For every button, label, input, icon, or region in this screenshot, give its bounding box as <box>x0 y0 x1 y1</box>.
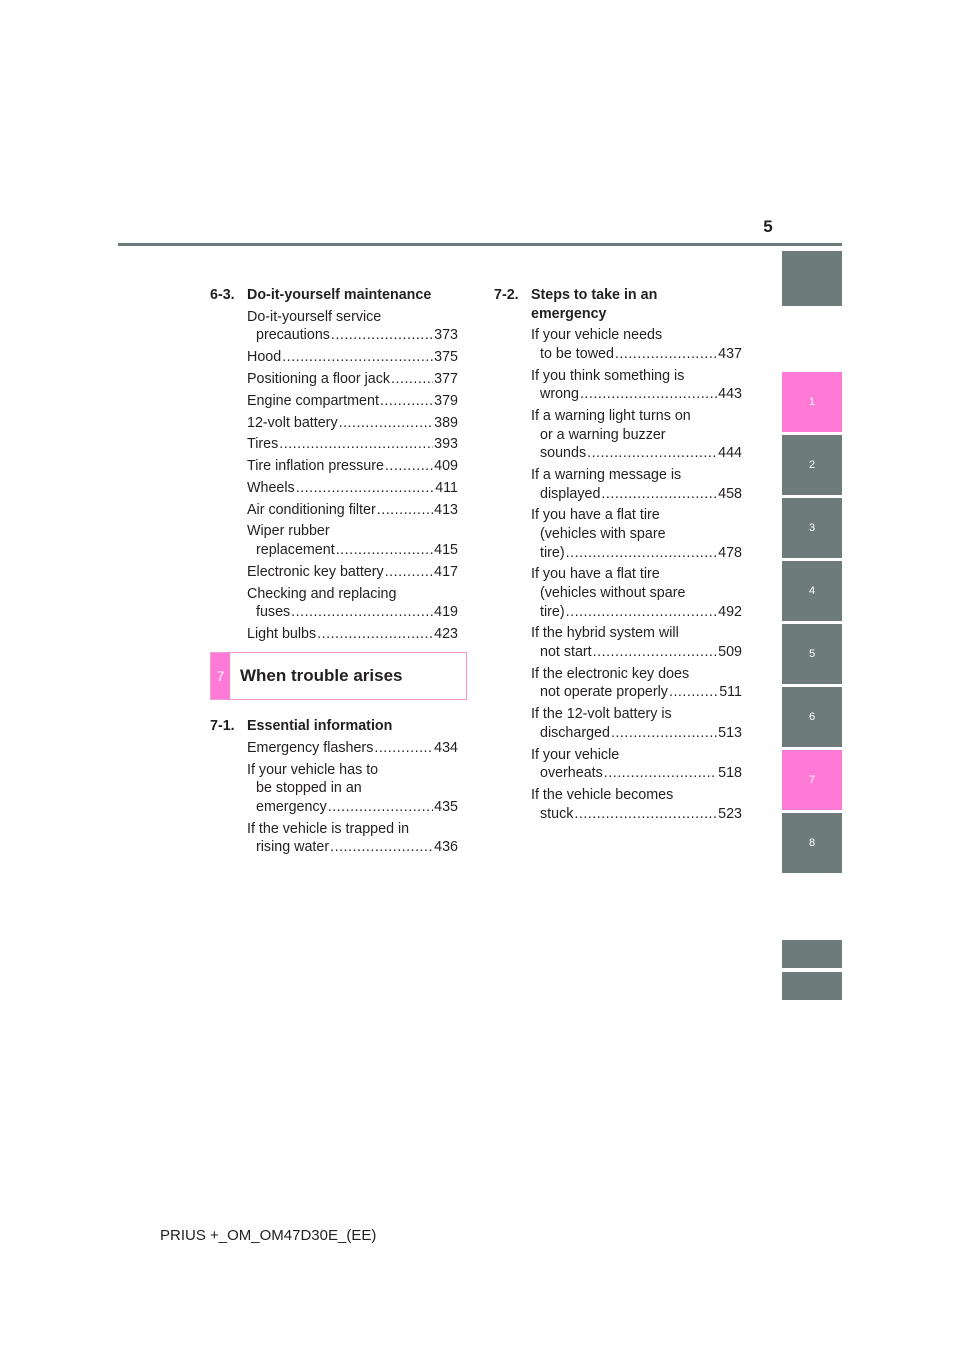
dot-leader <box>669 683 718 702</box>
entry-text: 12-volt battery <box>247 414 338 431</box>
entry-text: Air conditioning filter <box>247 501 376 518</box>
dot-leader <box>336 541 433 560</box>
toc-entries <box>494 326 742 823</box>
chapter-tab-label: 6 <box>808 711 816 723</box>
entry-page: 435 <box>434 798 458 815</box>
entry-text: (vehicles with spare <box>540 526 666 543</box>
dot-leader <box>574 805 717 824</box>
entry-text: replacement <box>256 542 335 558</box>
dot-leader <box>374 739 433 758</box>
toc-entry[interactable] <box>247 739 458 758</box>
entry-text: tire) <box>540 603 565 620</box>
toc-entries <box>210 308 458 644</box>
entry-text: sounds <box>540 445 587 462</box>
entry-text: (vehicles without spare <box>540 585 686 602</box>
page-number: 5 <box>763 217 773 236</box>
toc-entry[interactable] <box>531 705 742 742</box>
entry-text: If you think something is <box>531 367 685 384</box>
entry-text: tire) <box>540 544 565 561</box>
chapter-tab-label: 1 <box>808 396 816 408</box>
toc-entry[interactable] <box>531 665 742 702</box>
dot-leader <box>279 435 433 454</box>
entry-page: 523 <box>718 805 742 822</box>
entry-page: 419 <box>434 604 458 621</box>
entry-text: If the electronic key does <box>531 665 690 682</box>
dot-leader <box>391 370 433 389</box>
entry-text: emergency <box>256 798 327 815</box>
chapter-tab-label: 4 <box>808 585 816 597</box>
toc-entry[interactable] <box>247 370 458 389</box>
entry-text: precautions <box>256 327 330 344</box>
toc-entry[interactable] <box>247 392 458 411</box>
toc-entry[interactable] <box>247 414 458 433</box>
section-title-line: Steps to take in an <box>531 287 658 303</box>
dot-leader <box>296 479 435 498</box>
section-number: 7-2. <box>494 287 519 303</box>
section-title-line: emergency <box>531 305 607 322</box>
entry-text: If a warning message is <box>531 467 682 484</box>
chapter-tab-6[interactable] <box>782 687 842 747</box>
chapter-tab-label: 7 <box>808 774 816 786</box>
entry-page: 375 <box>434 349 458 366</box>
section-7-2 <box>494 286 742 823</box>
chapter-tab-contents[interactable] <box>782 251 842 306</box>
dot-leader <box>330 838 433 857</box>
entry-text: Tire inflation pressure <box>247 458 384 475</box>
toc-entry[interactable] <box>531 326 742 363</box>
chapter-tab-7[interactable] <box>782 750 842 810</box>
dot-leader <box>385 457 433 476</box>
entry-text: be stopped in an <box>256 780 362 797</box>
entry-text: fuses <box>256 604 291 621</box>
entry-page: 513 <box>718 724 742 741</box>
entry-text: If your vehicle has to <box>247 761 379 778</box>
dot-leader <box>380 392 433 411</box>
toc-entry[interactable] <box>247 501 458 520</box>
entry-page: 373 <box>434 327 458 344</box>
toc-entry[interactable] <box>531 624 742 661</box>
chapter-tab-label: 8 <box>808 837 816 849</box>
toc-entry[interactable] <box>247 563 458 582</box>
entry-text: to be towed <box>540 345 614 362</box>
entry-text: Wheels <box>247 479 295 496</box>
chapter-tabs <box>782 0 842 1358</box>
chapter-heading-box <box>210 652 467 700</box>
dot-leader <box>317 625 433 644</box>
entry-page: 423 <box>434 625 458 642</box>
entry-page: 379 <box>434 392 458 409</box>
entry-page: 511 <box>719 684 742 701</box>
entry-page: 509 <box>718 644 742 660</box>
dot-leader <box>587 444 717 463</box>
entry-page: 377 <box>434 370 458 387</box>
dot-leader <box>601 485 717 504</box>
toc-entry[interactable] <box>531 466 742 503</box>
entry-text: Electronic key battery <box>247 563 384 580</box>
section-number: 6-3. <box>210 287 235 303</box>
entry-page: 434 <box>434 739 458 756</box>
toc-entry[interactable] <box>531 786 742 823</box>
dot-leader <box>566 544 718 563</box>
section-title: Essential information <box>247 718 393 734</box>
entry-text: Emergency flashers <box>247 739 374 756</box>
entry-text: rising water <box>256 839 330 856</box>
toc-entry[interactable] <box>247 625 458 644</box>
entry-page: 389 <box>434 414 458 431</box>
toc-entry[interactable] <box>247 522 458 559</box>
entry-text: If the vehicle becomes <box>531 786 674 803</box>
chapter-tab-index-a[interactable] <box>782 940 842 968</box>
toc-entry[interactable] <box>247 479 458 498</box>
dot-leader <box>339 414 434 433</box>
chapter-tab-8[interactable] <box>782 813 842 873</box>
entry-text: If you have a flat tire <box>531 566 660 583</box>
toc-entry[interactable] <box>247 308 458 345</box>
entry-text: If the 12-volt battery is <box>531 706 672 723</box>
chapter-tab-2[interactable] <box>782 435 842 495</box>
entry-page: 437 <box>718 345 742 362</box>
toc-entry[interactable] <box>531 367 742 404</box>
entry-text: not operate properly <box>540 684 668 701</box>
dot-leader <box>328 798 433 817</box>
entry-text: Light bulbs <box>247 625 317 642</box>
entry-text: Positioning a floor jack <box>247 370 391 387</box>
toc-entry[interactable] <box>247 820 458 857</box>
chapter-number: 7 <box>211 653 230 699</box>
entry-page: 492 <box>718 603 742 620</box>
entry-page: 443 <box>718 386 742 403</box>
entry-page: 413 <box>434 501 458 518</box>
section-7-1 <box>210 717 458 857</box>
section-title <box>531 286 742 323</box>
toc-entry[interactable] <box>531 407 742 463</box>
entry-text: displayed <box>540 485 601 502</box>
entry-text: Engine compartment <box>247 392 379 409</box>
entry-page: 411 <box>435 479 458 496</box>
dot-leader <box>611 724 717 743</box>
toc-entry[interactable] <box>247 348 458 367</box>
chapter-tab-label: 2 <box>808 459 816 471</box>
toc-entry[interactable] <box>531 565 742 621</box>
section-6-3 <box>210 286 458 644</box>
dot-leader <box>604 764 717 783</box>
entry-text: stuck <box>540 805 574 822</box>
entry-text: Do-it-yourself service <box>247 308 382 325</box>
chapter-tab-3[interactable] <box>782 498 842 558</box>
entry-page: 436 <box>434 839 458 856</box>
dot-leader <box>282 348 433 367</box>
entry-page: 458 <box>718 485 742 502</box>
section-title: Do-it-yourself maintenance <box>247 287 432 303</box>
dot-leader <box>615 345 717 364</box>
entry-text: or a warning buzzer <box>540 426 666 443</box>
entry-text: If your vehicle <box>531 746 620 763</box>
dot-leader <box>331 326 433 345</box>
dot-leader <box>593 643 717 662</box>
entry-page: 393 <box>434 436 458 453</box>
toc-entry[interactable] <box>247 761 458 817</box>
entry-text: If you have a flat tire <box>531 507 660 524</box>
header-rule <box>118 243 842 246</box>
chapter-title: When trouble arises <box>240 666 403 685</box>
toc-entry[interactable] <box>247 585 458 622</box>
entry-page: 415 <box>434 542 458 558</box>
entry-text: If the vehicle is trapped in <box>247 820 410 837</box>
chapter-tab-label: 3 <box>808 522 816 534</box>
dot-leader <box>377 501 433 520</box>
dot-leader <box>580 385 717 404</box>
section-number: 7-1. <box>210 718 235 734</box>
entry-text: If your vehicle needs <box>531 327 663 344</box>
page-footer: PRIUS +_OM_OM47D30E_(EE) <box>160 1227 377 1244</box>
entry-page: 518 <box>718 765 742 782</box>
section-heading <box>210 286 458 305</box>
chapter-tab-5[interactable] <box>782 624 842 684</box>
entry-page: 417 <box>434 563 458 580</box>
toc-entry[interactable] <box>531 506 742 562</box>
dot-leader <box>291 603 433 622</box>
toc-entries <box>210 739 458 857</box>
entry-text: Wiper rubber <box>247 523 330 540</box>
entry-page: 478 <box>718 544 742 561</box>
toc-entry[interactable] <box>531 746 742 783</box>
chapter-tab-index-b[interactable] <box>782 972 842 1000</box>
entry-text: If a warning light turns on <box>531 408 691 425</box>
entry-text: not start <box>540 644 592 660</box>
section-heading <box>494 286 742 323</box>
chapter-tab-4[interactable] <box>782 561 842 621</box>
entry-page: 444 <box>718 445 742 462</box>
entry-page: 409 <box>434 458 458 475</box>
entry-text: Tires <box>247 436 279 453</box>
entry-text: Hood <box>247 349 282 366</box>
chapter-tab-1[interactable] <box>782 372 842 432</box>
chapter-tab-label: 5 <box>808 648 816 660</box>
toc-entry[interactable] <box>247 435 458 454</box>
dot-leader <box>385 563 433 582</box>
section-heading <box>210 717 458 736</box>
entry-text: If the hybrid system will <box>531 625 679 642</box>
entry-text: Checking and replacing <box>247 585 397 602</box>
dot-leader <box>566 603 718 622</box>
entry-text: wrong <box>540 386 579 403</box>
entry-text: discharged <box>540 724 610 741</box>
toc-entry[interactable] <box>247 457 458 476</box>
entry-text: overheats <box>540 765 603 782</box>
